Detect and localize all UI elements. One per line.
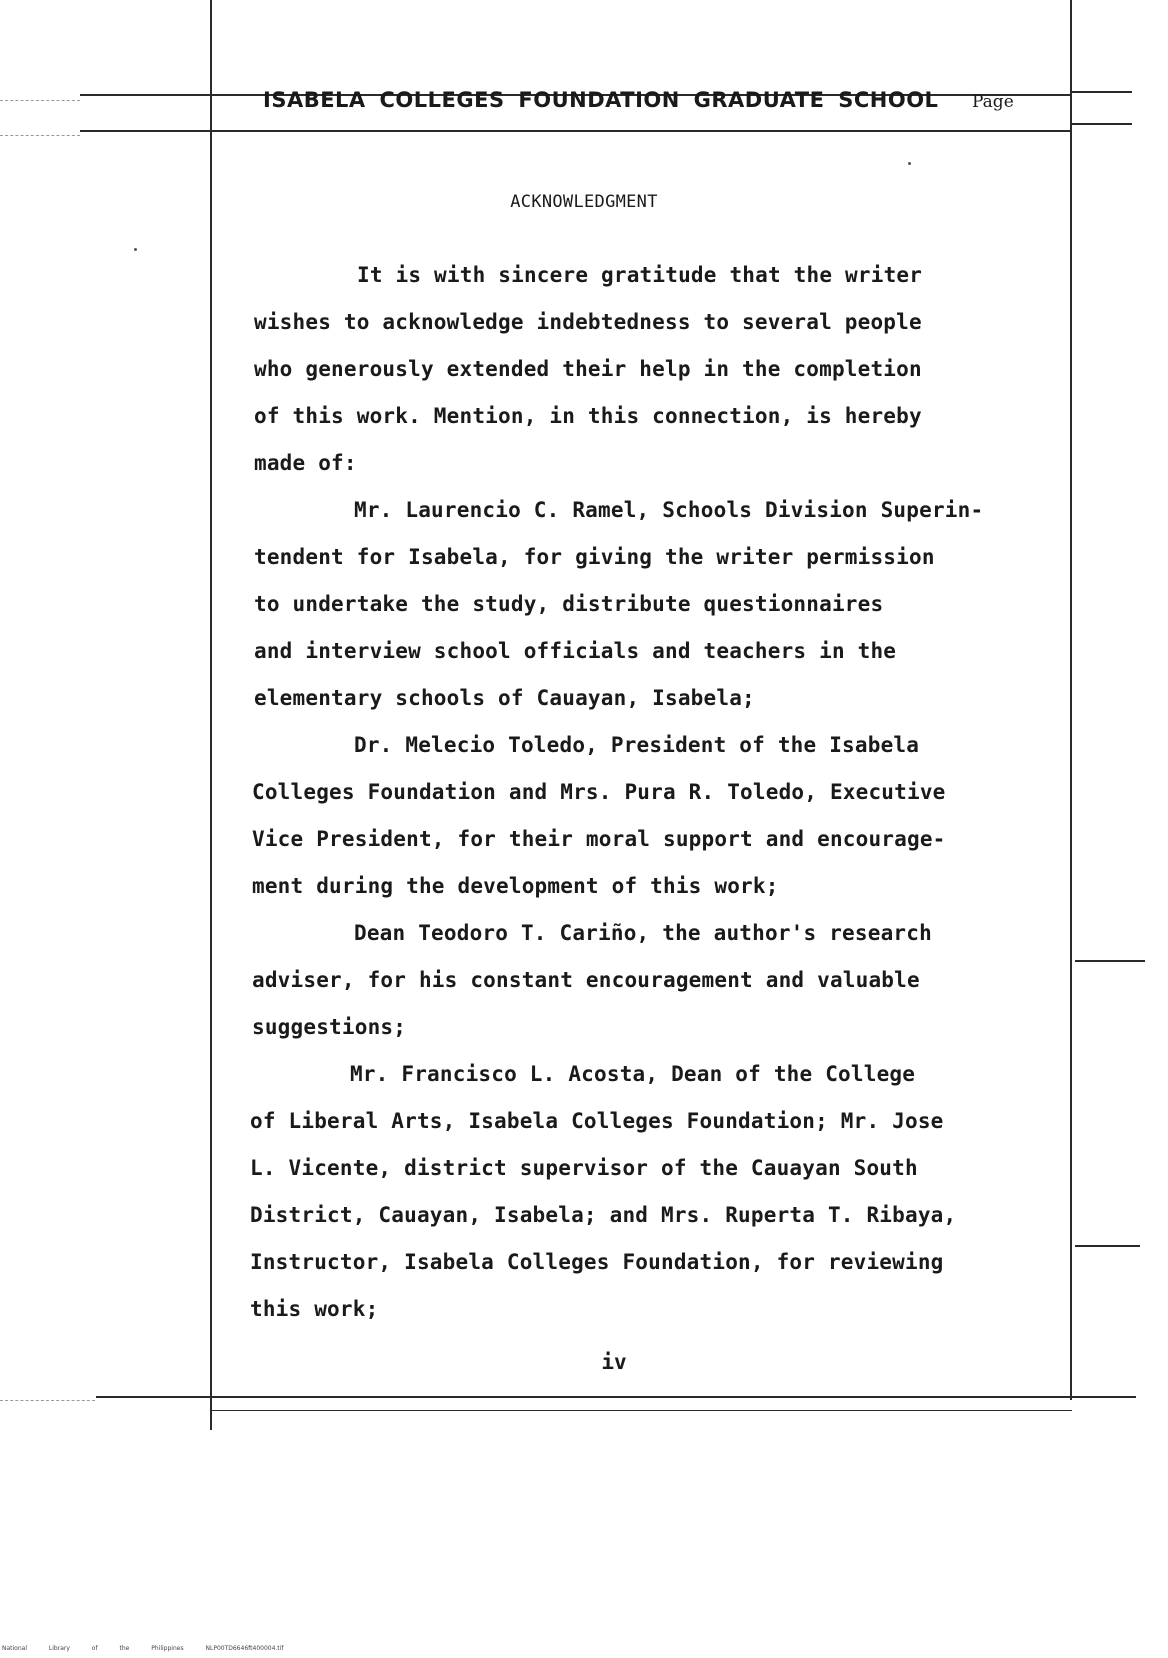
body-line: who generously extended their help in the completion [254, 357, 922, 381]
body-line: wishes to acknowledge indebtedness to several people [254, 310, 922, 334]
body-line: Instructor, Isabela Colleges Foundation, for reviewing [250, 1250, 944, 1274]
page-number: iv [601, 1350, 627, 1374]
scan-footer [2, 1645, 283, 1652]
body-line: Colleges Foundation and Mrs. Pura R. Toledo, Executive [252, 780, 946, 804]
body-line: ment during the development of this work; [252, 874, 779, 898]
left-dash-1 [0, 100, 80, 101]
body-line: adviser, for his constant encouragement and valuable [252, 968, 920, 992]
left-dash-3 [0, 1400, 95, 1401]
body-line: of Liberal Arts, Isabela Colleges Foundation; Mr. Jose [250, 1109, 944, 1133]
body-line: L. Vicente, district supervisor of the Cauayan South [250, 1156, 918, 1180]
body-line: Dean Teodoro T. Cariño, the author's research [354, 921, 932, 945]
speck-2 [134, 248, 137, 251]
body-line: of this work. Mention, in this connection, is hereby [254, 404, 922, 428]
body-line: elementary schools of Cauayan, Isabela; [254, 686, 755, 710]
body-line: Mr. Laurencio C. Ramel, Schools Division Superin- [354, 498, 984, 522]
body-line: made of: [254, 451, 357, 475]
right-margin-tick-2 [1075, 1245, 1140, 1247]
footer-library: National Library of the Philippines [2, 1645, 184, 1652]
body-line: District, Cauayan, Isabela; and Mrs. Ruperta T. Ribaya, [250, 1203, 957, 1227]
body-line: Dr. Melecio Toledo, President of the Isabela [354, 733, 920, 757]
body-line: tendent for Isabela, for giving the writer permission [254, 545, 935, 569]
body-line: Mr. Francisco L. Acosta, Dean of the College [350, 1062, 916, 1086]
body-line: this work; [250, 1297, 379, 1321]
body-line: to undertake the study, distribute questionnaires [254, 592, 884, 616]
speck-1 [908, 162, 911, 165]
page-label: Page [972, 92, 1014, 112]
left-dash-2 [0, 135, 80, 136]
body-line: Vice President, for their moral support and encourage- [252, 827, 946, 851]
footer-rule-lower [210, 1410, 1072, 1411]
page-heading: ACKNOWLEDGMENT [510, 192, 658, 212]
left-margin-line [210, 0, 212, 1430]
right-margin-tick-1 [1075, 960, 1145, 962]
body-line: suggestions; [252, 1015, 407, 1039]
header-bottom-rule-right [1072, 123, 1132, 125]
body-line: and interview school officials and teachers in the [254, 639, 897, 663]
school-header: ISABELA COLLEGES FOUNDATION GRADUATE SCHOOL [263, 88, 939, 112]
footer-rule [96, 1396, 1136, 1398]
footer-file: NLP00TD6646ft400004.tif [205, 1645, 284, 1652]
body-line: It is with sincere gratitude that the writer [357, 263, 923, 287]
header-bottom-rule [80, 130, 1070, 132]
header-top-rule-right [1072, 91, 1132, 93]
